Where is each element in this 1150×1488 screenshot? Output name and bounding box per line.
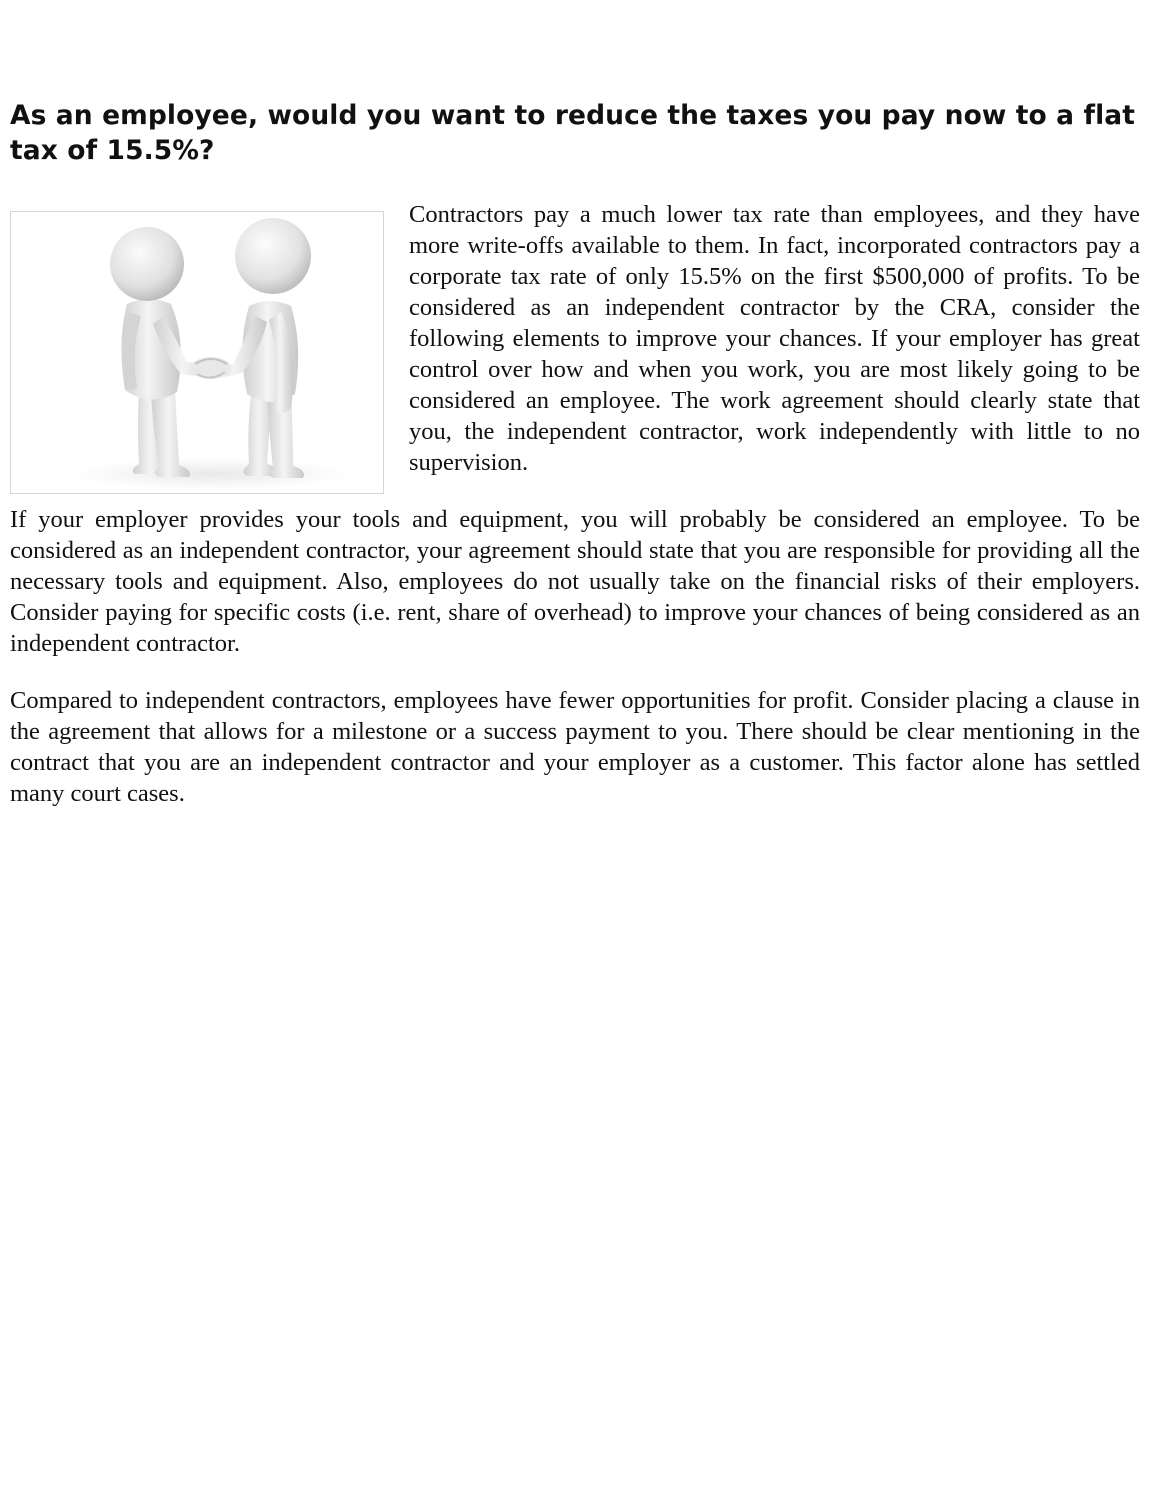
paragraph-2: If your employer provides your tools and equipment, you will probably be considered an employee. To be considered as an independent contractor, your agreement should state that you are responsible for providing all the necessary tools and equipment. Also, employees do not usually take on the financial risks of their employers. Consider paying for specific costs (i.e. rent, share of overhead) to improve your chances of being considered as an independent contractor. [10, 506, 1140, 657]
paragraph-1: Contractors pay a much lower tax rate than employees, and they have more write-offs available to them. In fact, incorporated contractors pay a corporate tax rate of only 15.5% on the first $500,000 of profits. To be considered as an independent contractor by the CRA, consider the following elements to improve your chances. If your employer has great control over how and when you work, you are most likely going to be considered an employee. The work agreement should clearly state that you, the independent contractor, work independently with little to no supervision. [409, 201, 1140, 476]
handshake-figures-icon [11, 212, 383, 493]
article [10, 98, 1140, 835]
article-title: As an employee, would you want to reduce the taxes you pay now to a flat tax of 15.5%? [10, 100, 1136, 166]
paragraph-3: Compared to independent contractors, employees have fewer opportunities for profit. Consider placing a clause in the agreement that allows for a milestone or a success payment to you. There should be clear mentioning in the contract that you are an independent contractor and your employer as a customer. This factor alone has settled many court cases. [10, 687, 1140, 807]
handshake-image [10, 211, 384, 494]
